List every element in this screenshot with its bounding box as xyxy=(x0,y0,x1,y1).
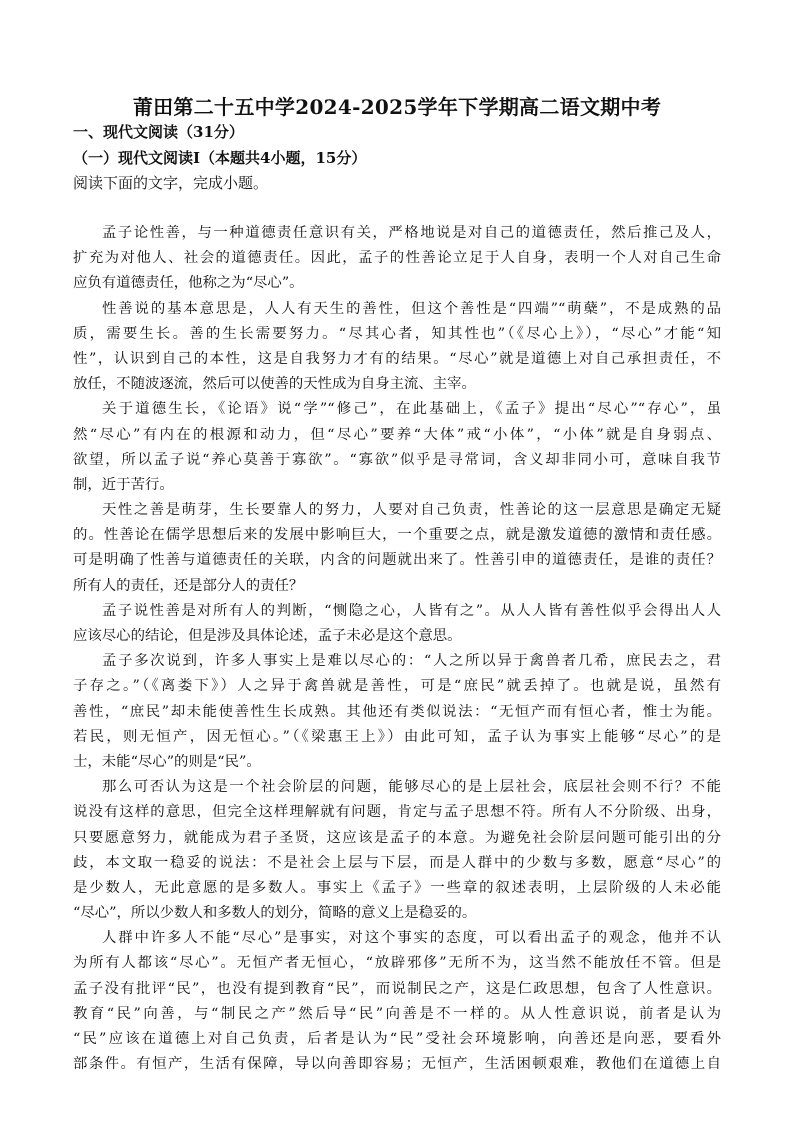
passage-line: 是少数人，无此意愿的是多数人。事实上《孟子》一些章的叙述表明，上层阶级的人未必能 xyxy=(73,879,721,896)
passage-line: 孟子多次说到，许多人事实上是难以尽心的：“人之所以异于禽兽者几希，庶民去之，君 xyxy=(102,653,721,670)
passage-line: 善性，“庶民”却未能使善性生长成熟。其他还有类似说法：“无恒产而有恒心者，惟士为能。 xyxy=(73,703,721,720)
passage-line: 人群中许多人不能“尽心”是事实，对这个事实的态度，可以看出孟子的观念，他并不认 xyxy=(102,930,721,947)
passage-line: 应负有道德责任，他称之为“尽心”。 xyxy=(73,275,304,292)
passage-line: 放任，不随波逐流，然后可以使善的天性成为自身主流、主宰。 xyxy=(73,376,476,393)
passage-line: 关于道德生长，《论语》说“学”“修己”，在此基础上，《孟子》提出“尽心”“存心”，虽 xyxy=(102,401,721,418)
passage-line: 孟子没有批评“民”，也没有提到教育“民”，而说制民之产，这是仁政思想，包含了人性意识。 xyxy=(73,980,721,997)
passage-line: 然“尽心”有内在的根源和动力，但“尽心”要养“大体”戒“小体”，“小体”就是自身弱点、 xyxy=(73,426,721,443)
passage-line: 为所有人都该“尽心”。无恒产者无恒心，“放辟邪侈”无所不为，这当然不能放任不管。但是 xyxy=(73,955,721,972)
passage-line: 质，需要生长。善的生长需要努力。“尽其心者，知其性也”（《尽心上》），“尽心”才能“知 xyxy=(73,325,721,342)
passage-line: 扩充为对他人、社会的道德责任。因此，孟子的性善论立足于人自身，表明一个人对自己生命 xyxy=(73,250,721,267)
passage-line: “民”应该在道德上对自己负责，后者是认为“民”受社会环境影响，向善还是向恶，要看外 xyxy=(73,1031,721,1047)
passage-line: 士，未能“尽心”的则是“民”。 xyxy=(73,753,261,770)
passage-line: 孟子论性善，与一种道德责任意识有关，严格地说是对自己的道德责任，然后推己及人， xyxy=(102,225,721,241)
passage-line: 子存之。”（《离娄下》）人之异于禽兽就是善性，可是“庶民”就丢掉了。也就是说，虽然有 xyxy=(73,678,721,695)
reading-instruction: 阅读下面的文字，完成小题。 xyxy=(73,174,269,192)
passage-line: 所有人的责任，还是部分人的责任？ xyxy=(73,577,304,594)
section-heading: 一、现代文阅读（31分） xyxy=(73,123,244,141)
passage-line: 说没有这样的意思，但完全这样理解就有问题，肯定与孟子思想不符。所有人不分阶级、出身， xyxy=(73,804,721,821)
passage-line: 那么可否认为这是一个社会阶层的问题，能够尽心的是上层社会，底层社会则不行？不能 xyxy=(102,779,721,796)
subsection-heading: （一）现代文阅读Ⅰ（本题共4小题，15分） xyxy=(73,149,367,167)
passage-line: “尽心”，所以少数人和多数人的划分，简略的意义上是稳妥的。 xyxy=(73,905,477,922)
passage-line: 若民，则无恒产，因无恒心。”（《梁惠王上》）由此可知，孟子认为事实上能够“尽心”的是 xyxy=(73,728,721,745)
passage-line: 可是明确了性善与道德责任的关联，内含的问题就出来了。性善引申的道德责任，是谁的责任？ xyxy=(73,552,721,569)
passage-line: 歧，本文取一稳妥的说法：不是社会上层与下层，而是人群中的少数与多数，愿意“尽心”的 xyxy=(73,854,721,871)
passage-line: 的。性善论在儒学思想后来的发展中影响巨大，一个重要之点，就是激发道德的激情和责任感。 xyxy=(73,527,721,544)
exam-title: 莆田第二十五中学2024-2025学年下学期高二语文期中考 xyxy=(132,95,662,119)
passage-line: 性”，认识到自己的本性，这是自我努力才有的结果。“尽心”就是道德上对自己承担责任，不 xyxy=(73,350,721,367)
passage-line: 天性之善是萌芽，生长要靠人的努力，人要对自己负责，性善论的这一层意思是确定无疑 xyxy=(102,502,721,519)
passage-line: 孟子说性善是对所有人的判断，“恻隐之心，人皆有之”。从人人皆有善性似乎会得出人人 xyxy=(102,602,721,619)
passage-line: 部条件。有恒产，生活有保障，导以向善即容易；无恒产，生活困顿艰难，教他们在道德上自 xyxy=(73,1056,721,1073)
passage-line: 只要愿意努力，就能成为君子圣贤，这应该是孟子的本意。为避免社会阶层问题可能引出的分 xyxy=(73,829,721,846)
passage-line: 制，近于苦行。 xyxy=(73,476,174,493)
reading-passage xyxy=(73,221,721,1077)
passage-line: 应该尽心的结论，但是涉及具体论述，孟子未必是这个意思。 xyxy=(73,628,462,644)
passage-line: 欲望，所以孟子说“养心莫善于寡欲”。“寡欲”似乎是寻常词，含义却非同小可，意味自我节 xyxy=(73,451,721,468)
passage-line: 教育“民”向善，与“制民之产”然后导“民”向善是不一样的。从人性意识说，前者是认为 xyxy=(73,1005,721,1022)
passage-line: 性善说的基本意思是，人人有天生的善性，但这个善性是“四端”“萌蘖”，不是成熟的品 xyxy=(102,300,721,317)
